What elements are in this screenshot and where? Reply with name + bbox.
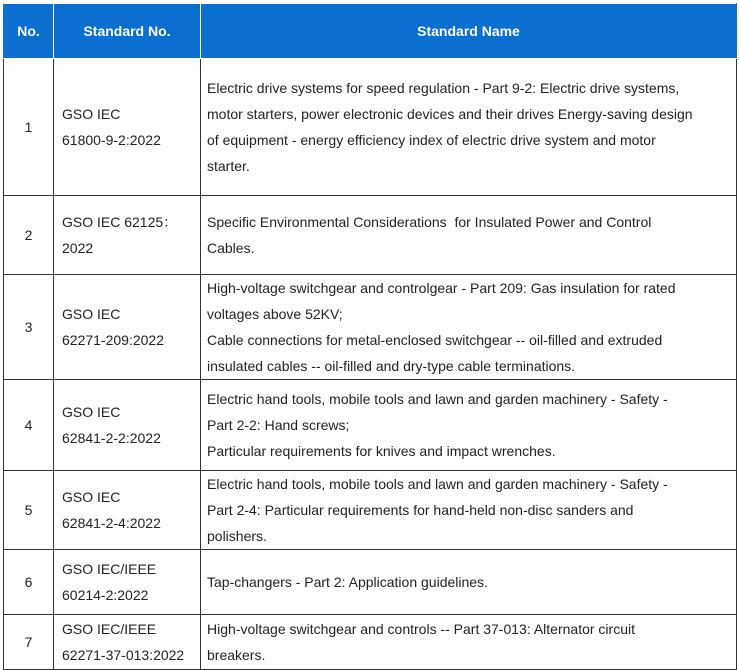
standard-name	[201, 196, 737, 275]
header-standard-no: Standard No.	[54, 4, 201, 59]
table-row	[4, 196, 737, 275]
standard-number	[54, 59, 201, 196]
row-number: 7	[4, 615, 54, 670]
standard-name	[201, 275, 737, 380]
standard-number-line: GSO IEC/IEEE	[62, 561, 157, 577]
standard-name-line: Part 2-4: Particular requirements for hand-held non-disc sanders and	[207, 502, 634, 518]
row-number: 3	[4, 275, 54, 380]
table-row	[4, 615, 737, 670]
table-row	[4, 471, 737, 550]
standard-number-line: GSO IEC	[62, 106, 121, 122]
table-header-row	[4, 4, 737, 59]
row-number: 6	[4, 550, 54, 615]
standard-number-line: 62841-2-2:2022	[62, 430, 161, 446]
standard-name-line: Particular requirements for knives and impact wrenches.	[207, 443, 556, 459]
standard-name-line: Cables.	[207, 240, 255, 256]
standard-number-line: GSO IEC	[62, 404, 121, 420]
standard-name	[201, 59, 737, 196]
standard-number-line: 62841-2-4:2022	[62, 515, 161, 531]
standard-name-line: Part 2-2: Hand screws;	[207, 417, 350, 433]
standard-name	[201, 615, 737, 670]
row-number: 1	[4, 59, 54, 196]
header-standard-name: Standard Name	[201, 4, 737, 59]
row-number: 5	[4, 471, 54, 550]
standard-name-line: Cable connections for metal-enclosed switchgear -- oil-filled and extruded	[207, 332, 663, 348]
standard-name	[201, 471, 737, 550]
standard-number	[54, 615, 201, 670]
standard-number	[54, 550, 201, 615]
standard-name-line: Electric drive systems for speed regulation - Part 9-2: Electric drive systems,	[207, 80, 680, 96]
standard-number	[54, 380, 201, 471]
standard-name-line: High-voltage switchgear and controls -- Part 37-013: Alternator circuit	[207, 621, 635, 637]
standard-number-line: GSO IEC	[62, 489, 121, 505]
standard-name	[201, 380, 737, 471]
standard-name-line: Specific Environmental Considerations for Insulated Power and Control	[207, 214, 652, 230]
row-number: 4	[4, 380, 54, 471]
standard-name-line: polishers.	[207, 528, 267, 544]
standard-name-line: breakers.	[207, 647, 266, 663]
standard-number-line: GSO IEC	[62, 306, 121, 322]
standard-name-line: starter.	[207, 158, 250, 174]
standard-number	[54, 196, 201, 275]
standard-number-line: 61800-9-2:2022	[62, 132, 161, 148]
standard-name-line: motor starters, power electronic devices and their drives Energy-saving design	[207, 106, 693, 122]
standard-name-line: High-voltage switchgear and controlgear - Part 209: Gas insulation for rated	[207, 280, 676, 296]
standard-number	[54, 275, 201, 380]
table-row	[4, 550, 737, 615]
row-number: 2	[4, 196, 54, 275]
standard-name	[201, 550, 737, 615]
standard-name-line: Electric hand tools, mobile tools and lawn and garden machinery - Safety -	[207, 391, 668, 407]
table-row	[4, 275, 737, 380]
standard-number-line: 62271-37-013:2022	[62, 647, 185, 663]
standard-name-line: Electric hand tools, mobile tools and lawn and garden machinery - Safety -	[207, 476, 668, 492]
standard-name-line: Tap-changers - Part 2: Application guidelines.	[207, 574, 488, 590]
standard-name-line: voltages above 52KV;	[207, 306, 343, 322]
standard-name-line: insulated cables -- oil-filled and dry-type cable terminations.	[207, 358, 576, 374]
standards-table	[3, 3, 737, 670]
standard-name-line: of equipment - energy efficiency index of electric drive system and motor	[207, 132, 656, 148]
header-no: No.	[4, 4, 54, 59]
standard-number	[54, 471, 201, 550]
table-row	[4, 59, 737, 196]
standard-number-line: 60214-2:2022	[62, 587, 149, 603]
standard-number-line: 2022	[62, 240, 94, 256]
standard-number-line: 62271-209:2022	[62, 332, 164, 348]
table-row	[4, 380, 737, 471]
standard-number-line: GSO IEC 62125：	[62, 214, 178, 230]
standard-number-line: GSO IEC/IEEE	[62, 621, 157, 637]
